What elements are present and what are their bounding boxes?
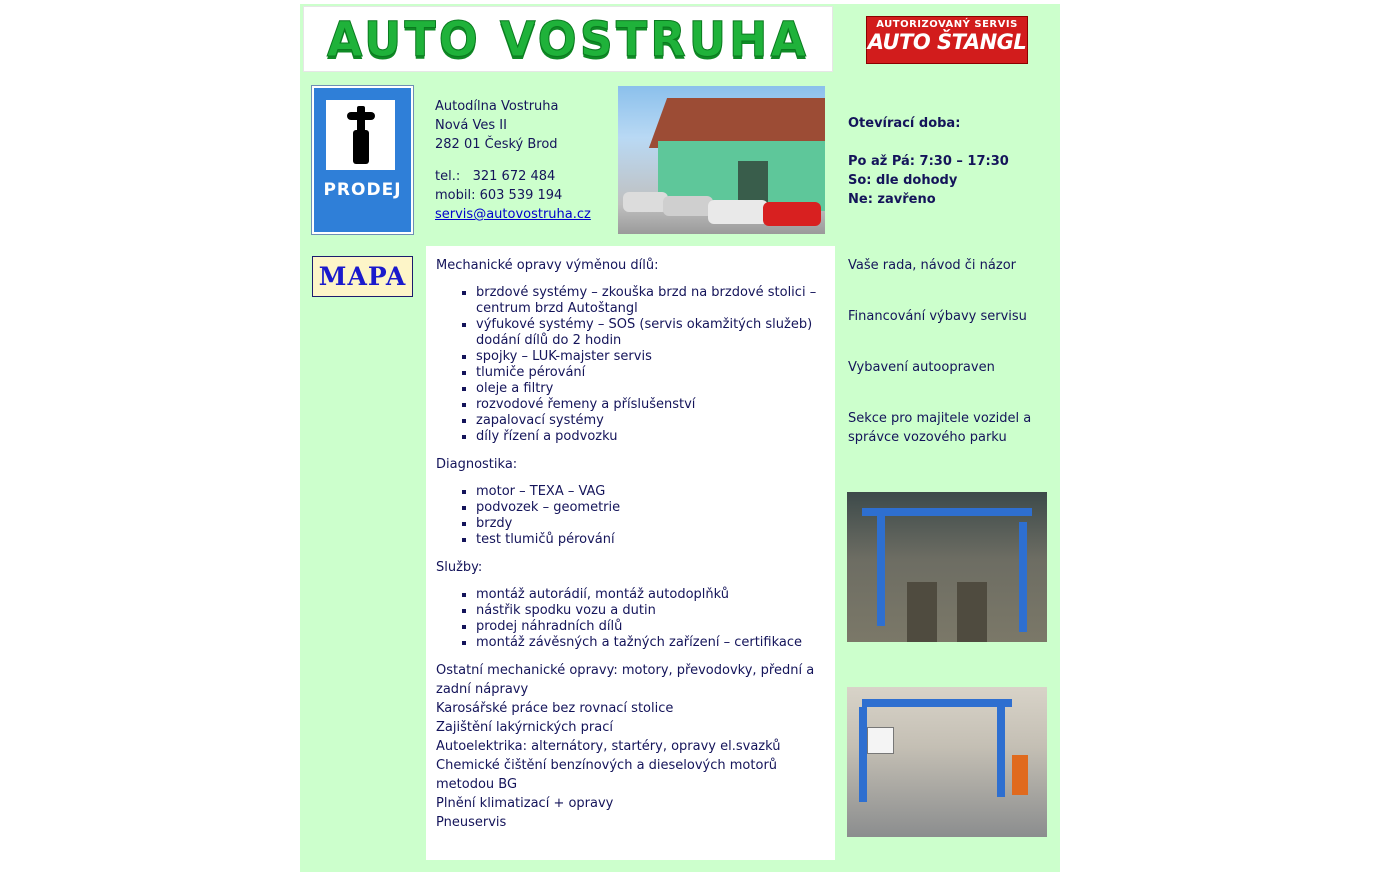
hours-saturday: So: dle dohody [848,173,958,188]
list-item: ▪ spojky – LUK-majster servis [476,349,826,365]
page-container [300,4,1060,872]
building-photo [618,86,825,234]
mobile: mobil: 603 539 194 [435,188,563,203]
list-item: ▪ výfukové systémy – SOS (servis okamžitých služeb) dodání dílů do 2 hodin [476,317,826,349]
company-name: Autodílna Vostruha [435,99,559,114]
hours-weekdays: Po až Pá: 7:30 – 17:30 [848,154,1009,169]
list-item: ▪ oleje a filtry [476,381,826,397]
map-label: MAPA [318,262,407,291]
partner-logo-title: AUTO ŠTANGL [867,30,1027,54]
sidebar-link-fleet-owners[interactable]: Sekce pro majitele vozidel a správce vozového parku [848,411,1032,445]
street: Nová Ves II [435,118,507,133]
sales-sign-label: PRODEJ [323,180,402,200]
city: 282 01 Český Brod [435,137,558,152]
services-list [436,587,826,651]
services-content [426,246,835,860]
hours-sunday: Ne: zavřeno [848,192,936,207]
map-button[interactable] [312,256,413,297]
phone: tel.: 321 672 484 [435,169,556,184]
diagnostics-list [436,484,826,548]
sidebar-link-financing[interactable]: Financování výbavy servisu [848,309,1027,324]
contact-address [435,97,591,224]
partner-logo-subtitle: AUTORIZOVANÝ SERVIS [876,19,1018,30]
hours-title: Otevírací doba: [848,116,961,131]
sales-sign-button[interactable] [312,86,413,234]
list-item: ▪ brzdové systémy – zkouška brzd na brzdové stolici – centrum brzd Autoštangl [476,285,826,317]
other-line: Karosářské práce bez rovnací stolice [436,701,674,716]
list-item: ▪ rozvodové řemeny a příslušenství [476,397,826,413]
list-item: ▪ montáž autorádií, montáž autodoplňků [476,587,826,603]
list-item: ▪ montáž závěsných a tažných zařízení – certifikace [476,635,826,651]
list-item: ▪ podvozek – geometrie [476,500,826,516]
wrench-icon [326,100,395,170]
other-line: Autoelektrika: alternátory, startéry, opravy el.svazků [436,739,781,754]
mechanical-list [436,285,826,445]
workshop-photo-equipment [847,687,1047,837]
mechanical-title: Mechanické opravy výměnou dílů: [436,258,659,273]
sidebar-link-advice[interactable]: Vaše rada, návod či názor [848,258,1017,273]
list-item: ▪ prodej náhradních dílů [476,619,826,635]
other-line: Zajištění lakýrnických prací [436,720,613,735]
list-item: ▪ zapalovací systémy [476,413,826,429]
other-line: Chemické čištění benzínových a dieselových motorů metodou BG [436,758,778,792]
other-line: Ostatní mechanické opravy: motory, převodovky, přední a zadní nápravy [436,663,815,697]
logo-text: AUTO VOSTRUHA [326,10,810,68]
list-item: ▪ test tlumičů pérování [476,532,826,548]
services-title: Služby: [436,560,483,575]
sidebar-link-equipment[interactable]: Vybavení autoopraven [848,360,995,375]
email-link[interactable]: servis@autovostruha.cz [435,207,591,222]
opening-hours [848,114,1009,209]
other-line: Plnění klimatizací + opravy [436,796,614,811]
partner-logo-auto-stangl[interactable] [866,16,1028,64]
list-item: ▪ brzdy [476,516,826,532]
other-services [436,661,826,832]
site-logo[interactable] [303,6,833,72]
list-item: ▪ motor – TEXA – VAG [476,484,826,500]
other-line: Pneuservis [436,815,507,830]
list-item: ▪ díly řízení a podvozku [476,429,826,445]
diagnostics-title: Diagnostika: [436,457,518,472]
list-item: ▪ tlumiče pérování [476,365,826,381]
list-item: ▪ nástřik spodku vozu a dutin [476,603,826,619]
workshop-photo-lifts [847,492,1047,642]
